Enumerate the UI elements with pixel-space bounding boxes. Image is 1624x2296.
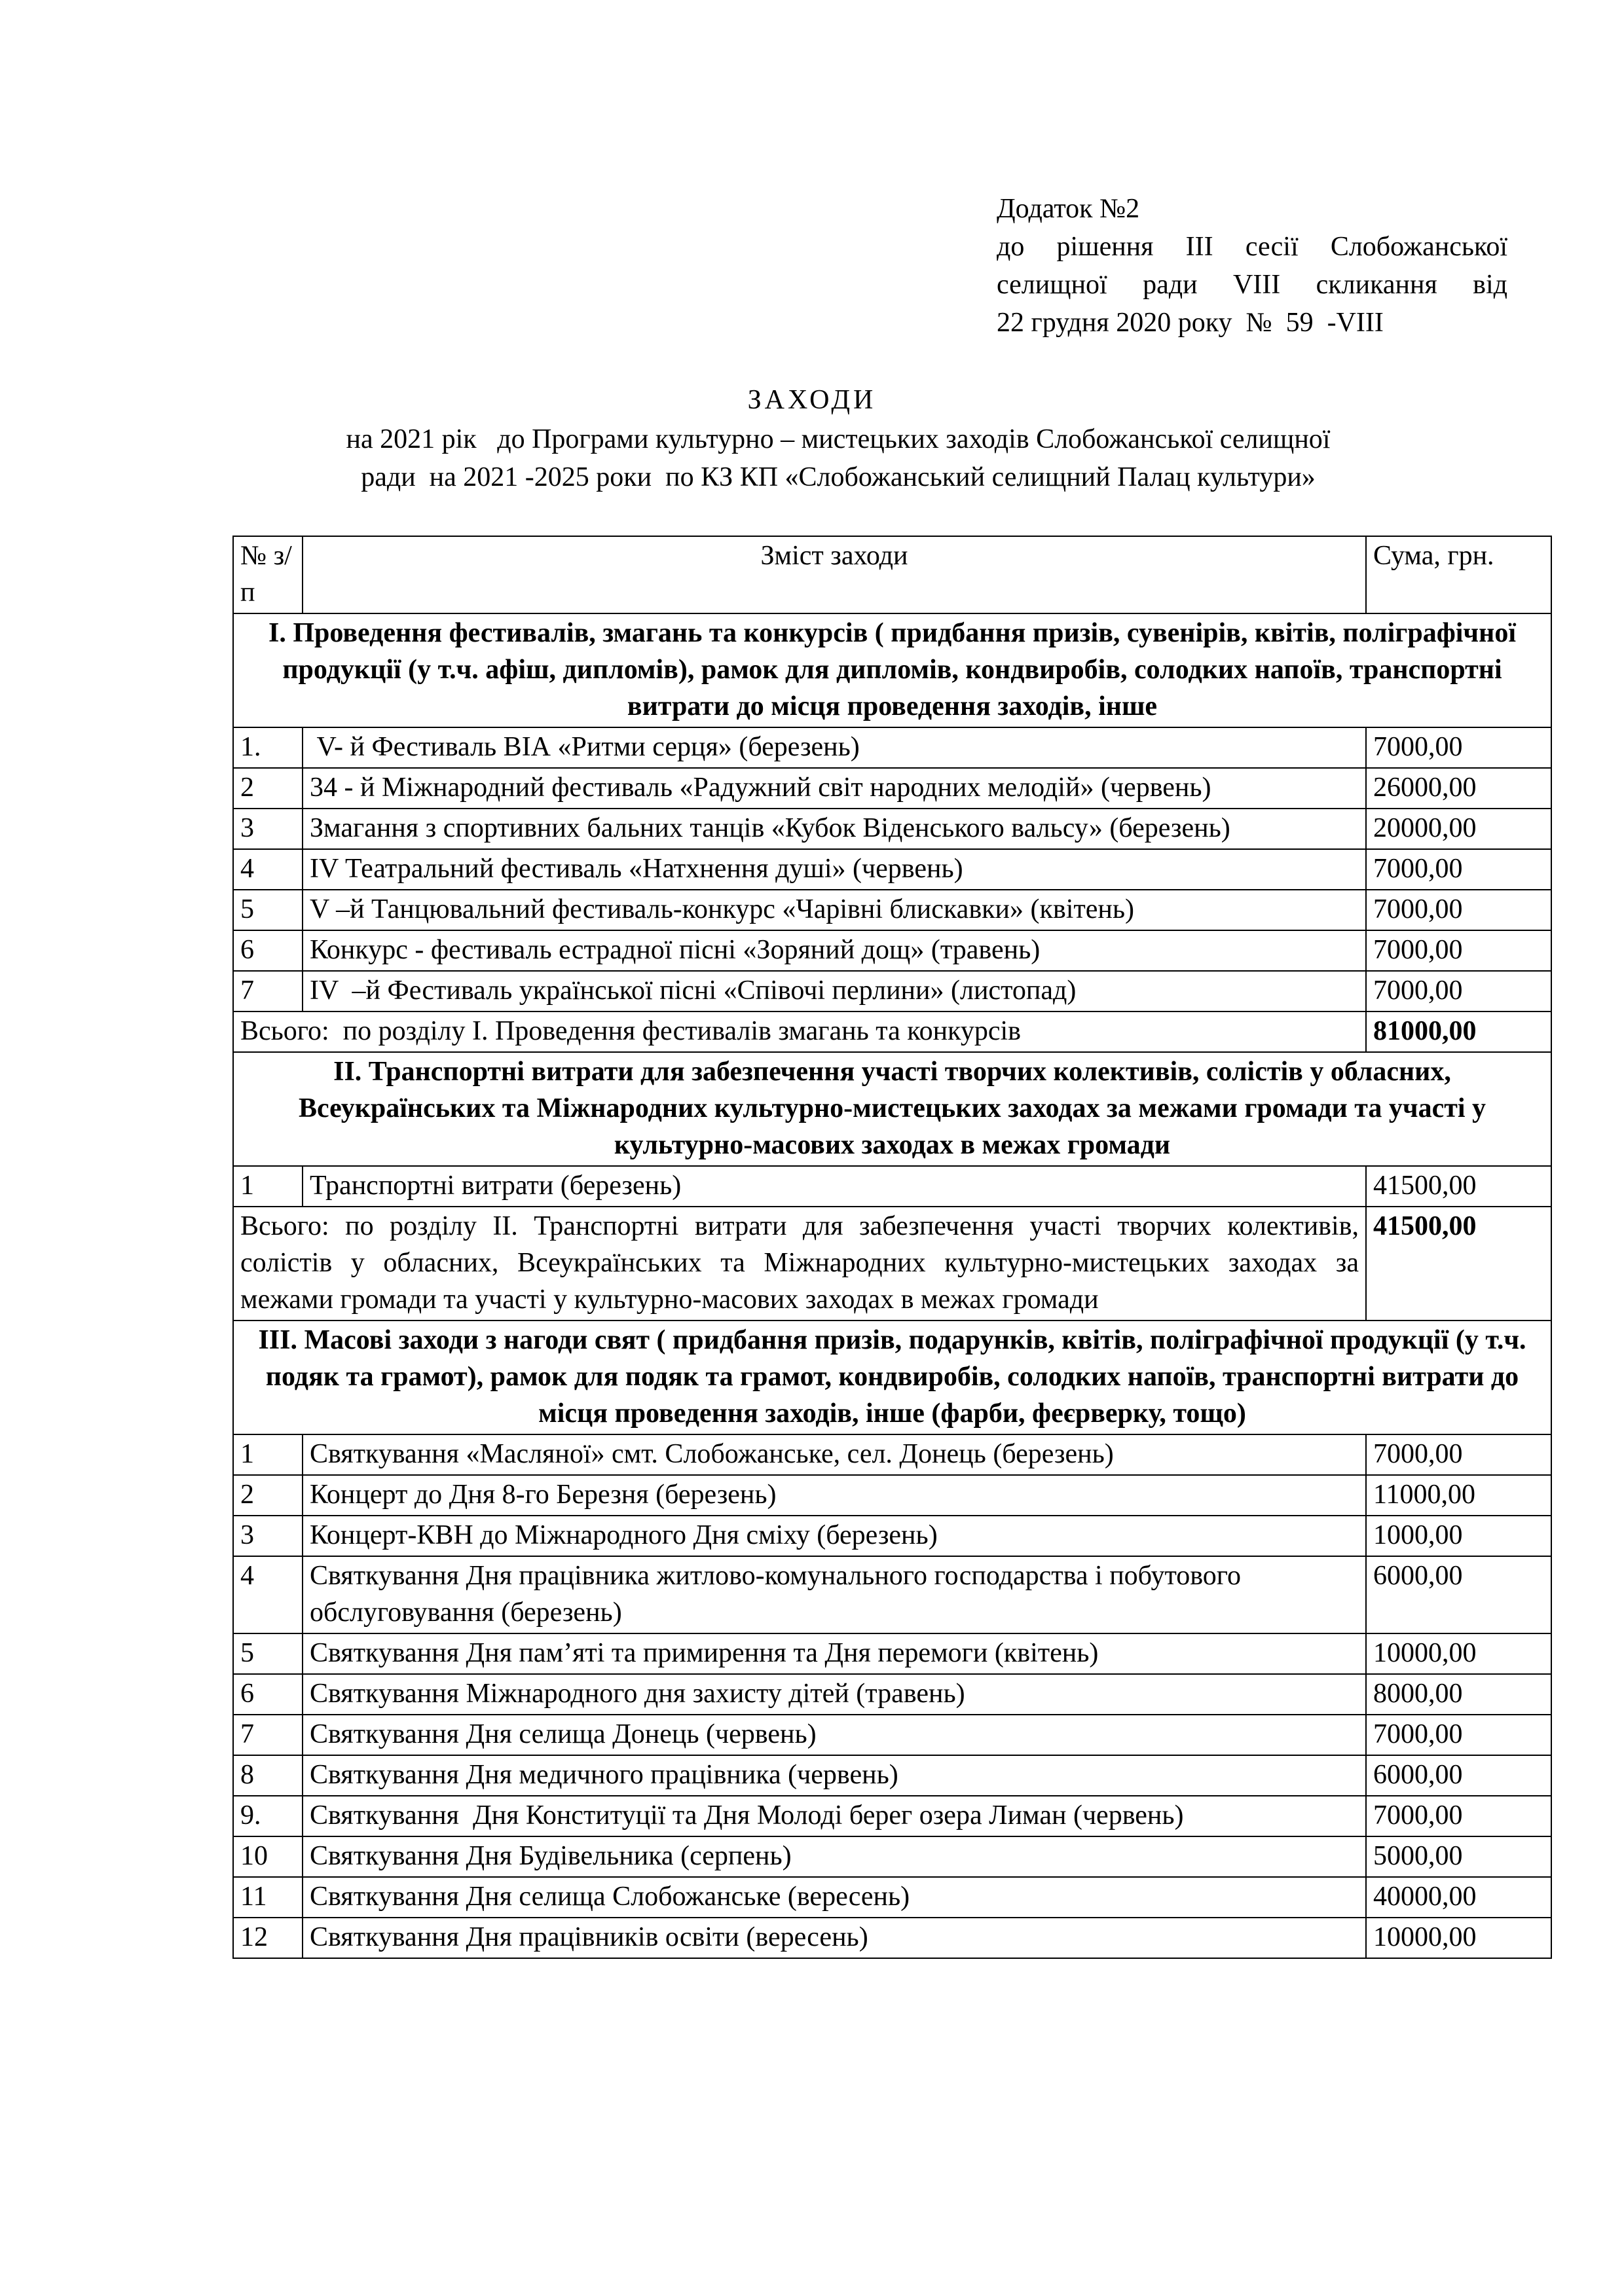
section-2-heading-row: [233, 1052, 1551, 1166]
row-number: 6: [233, 930, 303, 971]
table-row: [233, 1475, 1551, 1516]
table-row: [233, 1556, 1551, 1633]
section-2-total-label: Всього: по розділу ІІ. Транспортні витрати для забезпечення участі творчих колективів, солістів у обласних, Всеукраїнських та Міжнародних культурно-мистецьких заходах за межами громади та участі у культурно-масових заходах в межах громади: [233, 1207, 1366, 1321]
header-number: № з/п: [233, 536, 303, 613]
table-row: [233, 930, 1551, 971]
table-row: [233, 1877, 1551, 1918]
section-2-total-row: [233, 1207, 1551, 1321]
section-1-total-label: Всього: по розділу І. Проведення фестивалів змагань та конкурсів: [233, 1011, 1366, 1052]
row-sum: 7000,00: [1366, 1796, 1551, 1836]
table-row: [233, 1918, 1551, 1958]
row-sum: 20000,00: [1366, 809, 1551, 849]
row-text: IV Театральний фестиваль «Натхнення душі» (червень): [303, 849, 1366, 890]
row-text: Святкування Дня селища Слобожанське (вересень): [303, 1877, 1366, 1918]
row-sum: 5000,00: [1366, 1836, 1551, 1877]
row-sum: 10000,00: [1366, 1633, 1551, 1674]
row-number: 4: [233, 1556, 303, 1633]
row-number: 7: [233, 1715, 303, 1755]
row-number: 12: [233, 1918, 303, 1958]
document-title: ЗАХОДИ: [747, 385, 877, 415]
row-sum: 7000,00: [1366, 1715, 1551, 1755]
table-row: [233, 1836, 1551, 1877]
addendum-line-4: 22 грудня 2020 року № 59 -VIII: [997, 308, 1384, 338]
subtitle-line-1: на 2021 рік до Програми культурно – мистецьких заходів Слобожанської селищної: [346, 424, 1331, 454]
row-text: IV –й Фестиваль української пісні «Співочі перлини» (листопад): [303, 971, 1366, 1011]
section-2-title: ІІ. Транспортні витрати для забезпечення участі творчих колективів, солістів у обласних, Всеукраїнських та Міжнародних культурно-мистецьких заходах за межами громади та участі у культурно-масових заходах в межах громади: [233, 1052, 1551, 1166]
table-row: [233, 727, 1551, 768]
row-text: Святкування Дня працівників освіти (вересень): [303, 1918, 1366, 1958]
table-row: [233, 809, 1551, 849]
table-row: [233, 1715, 1551, 1755]
table-row: [233, 1516, 1551, 1556]
row-text: Святкування Дня медичного працівника (червень): [303, 1755, 1366, 1796]
header-content: Зміст заходи: [303, 536, 1366, 613]
row-number: 11: [233, 1877, 303, 1918]
row-text: Святкування «Масляної» смт. Слобожанське, сел. Донець (березень): [303, 1434, 1366, 1475]
row-sum: 40000,00: [1366, 1877, 1551, 1918]
table-row: [233, 1633, 1551, 1674]
row-sum: 7000,00: [1366, 849, 1551, 890]
row-text: Святкування Міжнародного дня захисту дітей (травень): [303, 1674, 1366, 1715]
row-number: 7: [233, 971, 303, 1011]
table-row: [233, 890, 1551, 930]
row-text: Конкурс - фестиваль естрадної пісні «Зоряний дощ» (травень): [303, 930, 1366, 971]
table-row: [233, 1434, 1551, 1475]
row-text: Святкування Дня Будівельника (серпень): [303, 1836, 1366, 1877]
addendum-line-1: Додаток №2: [997, 194, 1140, 224]
row-sum: 7000,00: [1366, 930, 1551, 971]
row-sum: 26000,00: [1366, 768, 1551, 809]
table-row: [233, 849, 1551, 890]
section-1-total-sum: 81000,00: [1366, 1011, 1551, 1052]
row-number: 2: [233, 768, 303, 809]
row-number: 5: [233, 890, 303, 930]
table-row: [233, 1674, 1551, 1715]
row-sum: 41500,00: [1366, 1166, 1551, 1207]
addendum-block: [997, 190, 1507, 342]
section-3-title: ІІІ. Масові заходи з нагоди свят ( придбання призів, подарунків, квітів, поліграфічної продукції (у т.ч. подяк та грамот), рамок для подяк та грамот, кондвиробів, солодких напоїв, транспортні витрати до місця проведення заходів, інше (фарби, феєрверку, тощо): [233, 1321, 1551, 1434]
row-sum: 8000,00: [1366, 1674, 1551, 1715]
row-text: Святкування Дня пам’яті та примирення та Дня перемоги (квітень): [303, 1633, 1366, 1674]
table-row: [233, 1796, 1551, 1836]
row-number: 9.: [233, 1796, 303, 1836]
row-sum: 11000,00: [1366, 1475, 1551, 1516]
section-1-total-row: [233, 1011, 1551, 1052]
row-text: Концерт до Дня 8-го Березня (березень): [303, 1475, 1366, 1516]
row-sum: 7000,00: [1366, 890, 1551, 930]
table-row: [233, 1755, 1551, 1796]
row-sum: 7000,00: [1366, 971, 1551, 1011]
subtitle-line-2: ради на 2021 -2025 роки по КЗ КП «Слобожанський селищний Палац культури»: [361, 462, 1316, 492]
row-number: 8: [233, 1755, 303, 1796]
row-text: 34 - й Міжнародний фестиваль «Радужний світ народних мелодій» (червень): [303, 768, 1366, 809]
table-row: [233, 971, 1551, 1011]
row-number: 4: [233, 849, 303, 890]
row-sum: 7000,00: [1366, 1434, 1551, 1475]
row-text: Транспортні витрати (березень): [303, 1166, 1366, 1207]
row-text: Святкування Дня селища Донець (червень): [303, 1715, 1366, 1755]
row-number: 1: [233, 1434, 303, 1475]
row-sum: 10000,00: [1366, 1918, 1551, 1958]
row-text: V –й Танцювальний фестиваль-конкурс «Чарівні блискавки» (квітень): [303, 890, 1366, 930]
row-number: 3: [233, 809, 303, 849]
row-text: Змагання з спортивних бальних танців «Кубок Віденського вальсу» (березень): [303, 809, 1366, 849]
row-sum: 6000,00: [1366, 1755, 1551, 1796]
addendum-line-2: до рішення ІІІ сесії Слобожанської: [997, 232, 1507, 262]
table-row: [233, 768, 1551, 809]
section-2-total-sum: 41500,00: [1366, 1207, 1551, 1321]
row-number: 1: [233, 1166, 303, 1207]
row-number: 10: [233, 1836, 303, 1877]
section-1-title: І. Проведення фестивалів, змагань та конкурсів ( придбання призів, сувенірів, квітів, поліграфічної продукції (у т.ч. афіш, дипломів), рамок для дипломів, кондвиробів, солодких напоїв, транспортні витрати до місця проведення заходів, інше: [233, 613, 1551, 727]
row-number: 6: [233, 1674, 303, 1715]
header-sum: Сума, грн.: [1366, 536, 1551, 613]
section-3-heading-row: [233, 1321, 1551, 1434]
addendum-line-3: селищної ради VIII скликання від: [997, 270, 1507, 300]
row-text: Концерт-КВН до Міжнародного Дня сміху (березень): [303, 1516, 1366, 1556]
row-sum: 1000,00: [1366, 1516, 1551, 1556]
row-text: V- й Фестиваль ВІА «Ритми серця» (березень): [303, 727, 1366, 768]
row-text: Святкування Дня працівника житлово-комунального господарства і побутового обслуговування (березень): [303, 1556, 1366, 1633]
row-number: 3: [233, 1516, 303, 1556]
row-sum: 7000,00: [1366, 727, 1551, 768]
row-number: 5: [233, 1633, 303, 1674]
table-row: [233, 1166, 1551, 1207]
row-number: 1.: [233, 727, 303, 768]
document-subtitle: [216, 420, 1460, 496]
row-text: Святкування Дня Конституції та Дня Молоді берег озера Лиман (червень): [303, 1796, 1366, 1836]
section-1-heading-row: [233, 613, 1551, 727]
row-number: 2: [233, 1475, 303, 1516]
events-table: [232, 536, 1552, 1959]
table-header-row: [233, 536, 1551, 613]
row-sum: 6000,00: [1366, 1556, 1551, 1633]
